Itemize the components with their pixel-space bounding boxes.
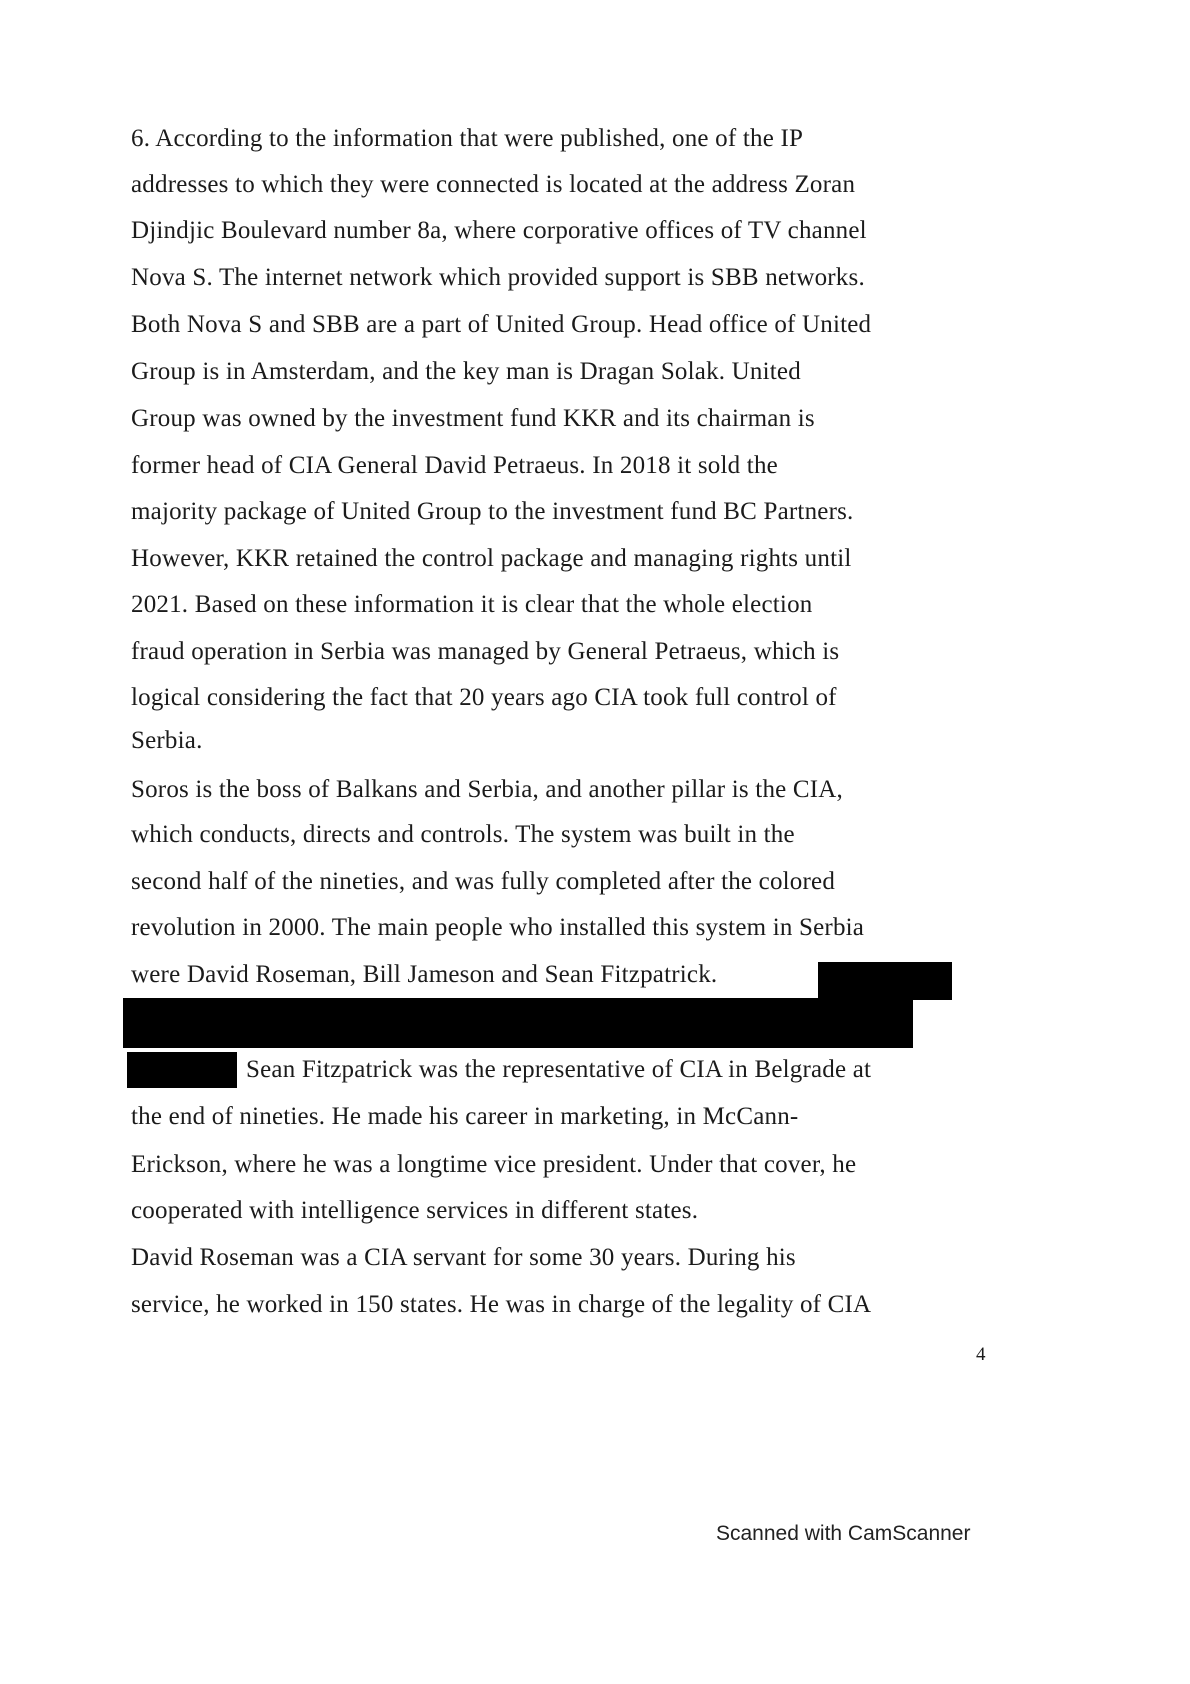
text-line: Both Nova S and SBB are a part of United Group. Head office of United [131,311,872,338]
text-line: 2021. Based on these information it is clear that the whole election [131,591,813,618]
text-line: majority package of United Group to the investment fund BC Partners. [131,498,854,525]
redaction-bar [123,998,913,1048]
text-line: Serbia. [131,727,203,754]
text-line: Sean Fitzpatrick was the representative of CIA in Belgrade at [246,1056,872,1083]
text-line: However, KKR retained the control package and managing rights until [131,545,852,572]
text-line: Group was owned by the investment fund KKR and its chairman is [131,405,815,432]
text-line: Djindjic Boulevard number 8a, where corporative offices of TV channel [131,217,867,244]
text-line: former head of CIA General David Petraeus. In 2018 it sold the [131,452,778,479]
text-line: the end of nineties. He made his career in marketing, in McCann- [131,1103,799,1130]
text-line: revolution in 2000. The main people who installed this system in Serbia [131,914,865,941]
text-line: David Roseman was a CIA servant for some 30 years. During his [131,1244,796,1271]
text-line: second half of the nineties, and was fully completed after the colored [131,868,836,895]
text-line: were David Roseman, Bill Jameson and Sean Fitzpatrick. [131,961,718,988]
text-line: fraud operation in Serbia was managed by General Petraeus, which is [131,638,840,665]
text-line: logical considering the fact that 20 years ago CIA took full control of [131,684,837,711]
text-line: Soros is the boss of Balkans and Serbia, and another pillar is the CIA, [131,776,844,803]
text-line: Erickson, where he was a longtime vice president. Under that cover, he [131,1151,857,1178]
page-number: 4 [976,1344,986,1365]
text-line: which conducts, directs and controls. The system was built in the [131,821,795,848]
text-line: addresses to which they were connected is located at the address Zoran [131,171,856,198]
redaction-bar [127,1052,237,1088]
text-line: 6. According to the information that were published, one of the IP [131,125,804,152]
text-line: cooperated with intelligence services in different states. [131,1197,699,1224]
text-line: Nova S. The internet network which provided support is SBB networks. [131,264,865,291]
text-line: Group is in Amsterdam, and the key man is Dragan Solak. United [131,358,801,385]
text-line: service, he worked in 150 states. He was in charge of the legality of CIA [131,1291,872,1318]
scanner-watermark: Scanned with CamScanner [716,1522,971,1545]
redaction-bar [818,962,952,1000]
